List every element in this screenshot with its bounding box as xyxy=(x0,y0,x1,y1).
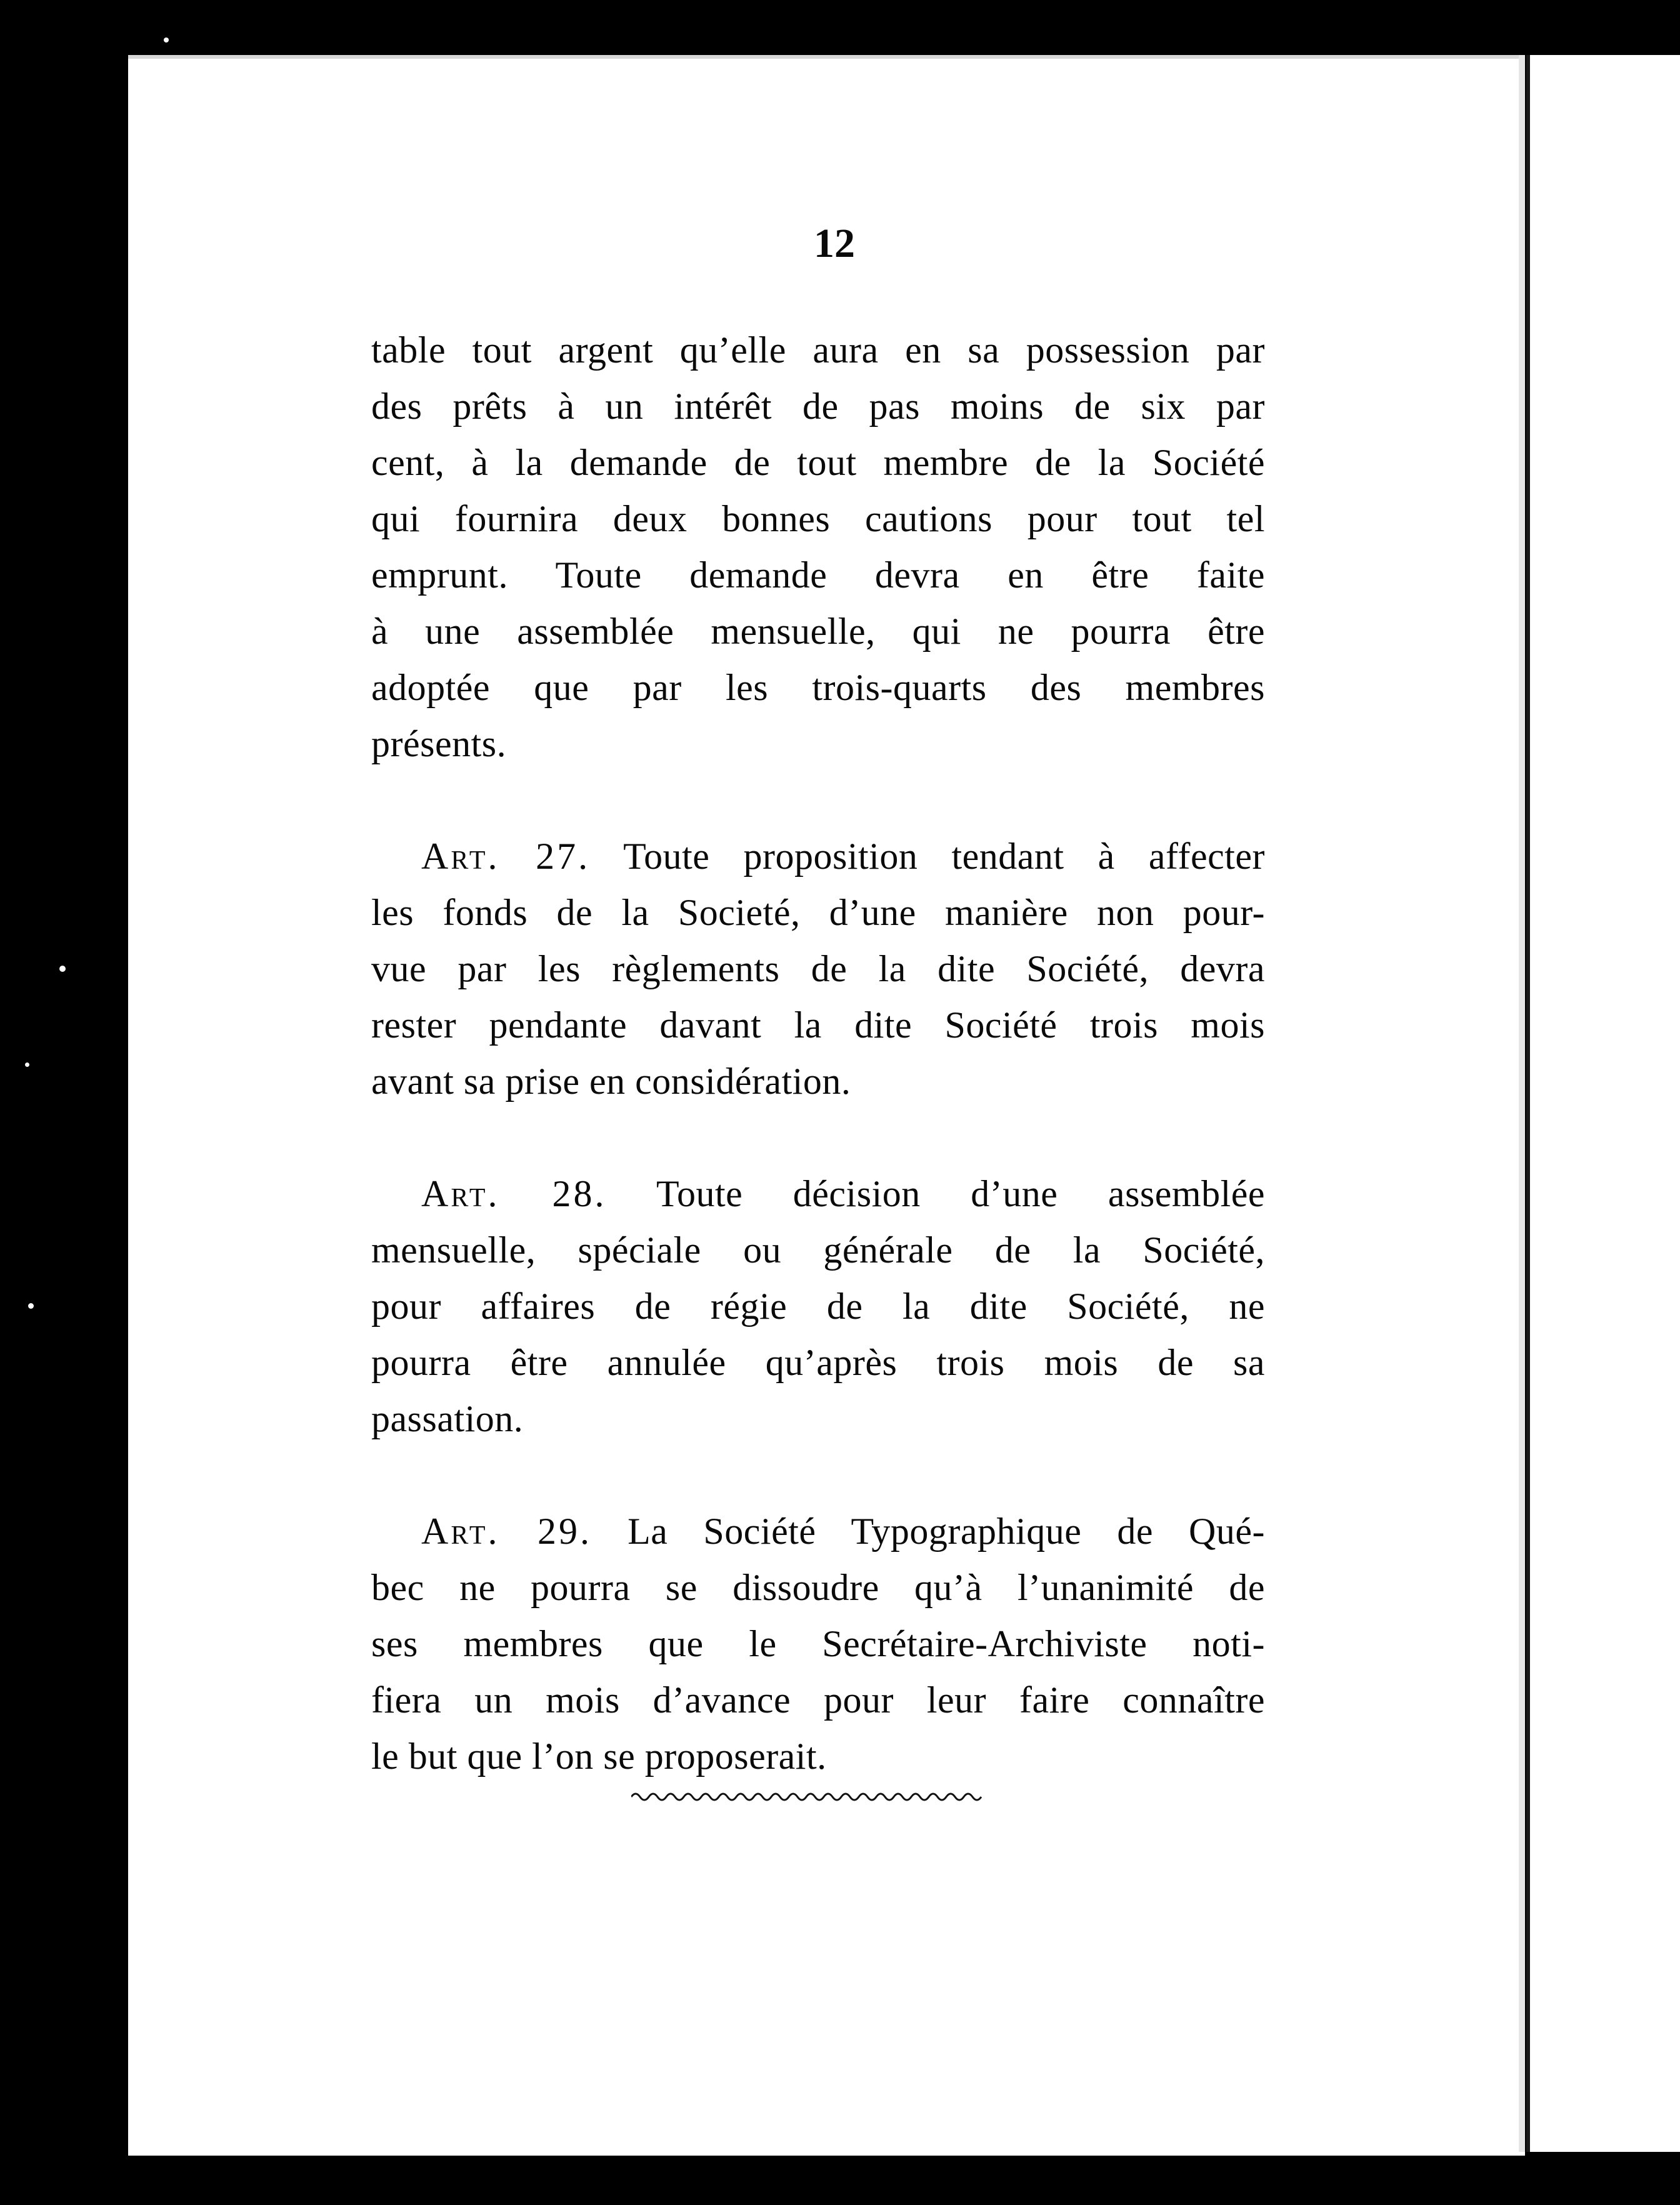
text-line: avant sa prise en considération. xyxy=(371,1061,851,1102)
text-line: passation. xyxy=(371,1398,524,1439)
article-29 xyxy=(371,1503,1265,1784)
scan-speck xyxy=(59,966,66,972)
article-label: Art. 28. xyxy=(421,1173,607,1214)
text-line-content: Toute décision d’une assemblée xyxy=(606,1173,1265,1214)
scan-speck xyxy=(164,38,169,42)
text-line: pourra être annulée qu’après trois mois de sa xyxy=(371,1342,1265,1383)
text-line-content: Toute proposition tendant à affecter xyxy=(590,836,1265,877)
facing-page-edge xyxy=(1526,55,1680,2152)
article-28 xyxy=(371,1166,1265,1447)
text-line: mensuelle, spéciale ou générale de la Société, xyxy=(371,1229,1265,1271)
text-line: emprunt. Toute demande devra en être faite xyxy=(371,554,1265,596)
scan-speck xyxy=(25,1062,29,1067)
scan-speck xyxy=(28,1303,34,1309)
text-line: présents. xyxy=(371,723,507,764)
wavy-rule-ornament xyxy=(631,1788,988,1806)
text-body xyxy=(371,322,1265,1841)
text-line: qui fournira deux bonnes cautions pour tout tel xyxy=(371,498,1265,539)
text-line xyxy=(371,828,1265,884)
text-line: adoptée que par les trois-quarts des membres xyxy=(371,667,1265,708)
text-line: pour affaires de régie de la dite Société, ne xyxy=(371,1286,1265,1327)
article-27 xyxy=(371,828,1265,1109)
text-line: fiera un mois d’avance pour leur faire connaître xyxy=(371,1679,1265,1721)
text-line: ses membres que le Secrétaire-Archiviste noti- xyxy=(371,1623,1265,1664)
text-line: les fonds de la Societé, d’une manière non pour- xyxy=(371,892,1265,933)
text-line: vue par les règlements de la dite Société, devra xyxy=(371,948,1265,989)
article-label: Art. 29. xyxy=(421,1511,592,1552)
text-line: bec ne pourra se dissoudre qu’à l’unanimité de xyxy=(371,1567,1265,1608)
text-line xyxy=(371,1166,1265,1222)
text-line-content: La Société Typographique de Qué- xyxy=(592,1511,1265,1552)
text-line: à une assemblée mensuelle, qui ne pourra être xyxy=(371,611,1265,652)
text-line: rester pendante davant la dite Société trois mois xyxy=(371,1004,1265,1046)
scan-speck xyxy=(1641,1559,1646,1564)
article-label: Art. 27. xyxy=(421,836,591,877)
text-line: table tout argent qu’elle aura en sa possession par xyxy=(371,329,1265,371)
paragraph-continuation xyxy=(371,322,1265,772)
page-gutter xyxy=(1519,55,1525,2152)
page-number: 12 xyxy=(814,221,855,266)
text-line xyxy=(371,1503,1265,1559)
text-line: cent, à la demande de tout membre de la Société xyxy=(371,442,1265,483)
text-line: le but que l’on se proposerait. xyxy=(371,1736,827,1777)
text-line: des prêts à un intérêt de pas moins de six par xyxy=(371,386,1265,427)
